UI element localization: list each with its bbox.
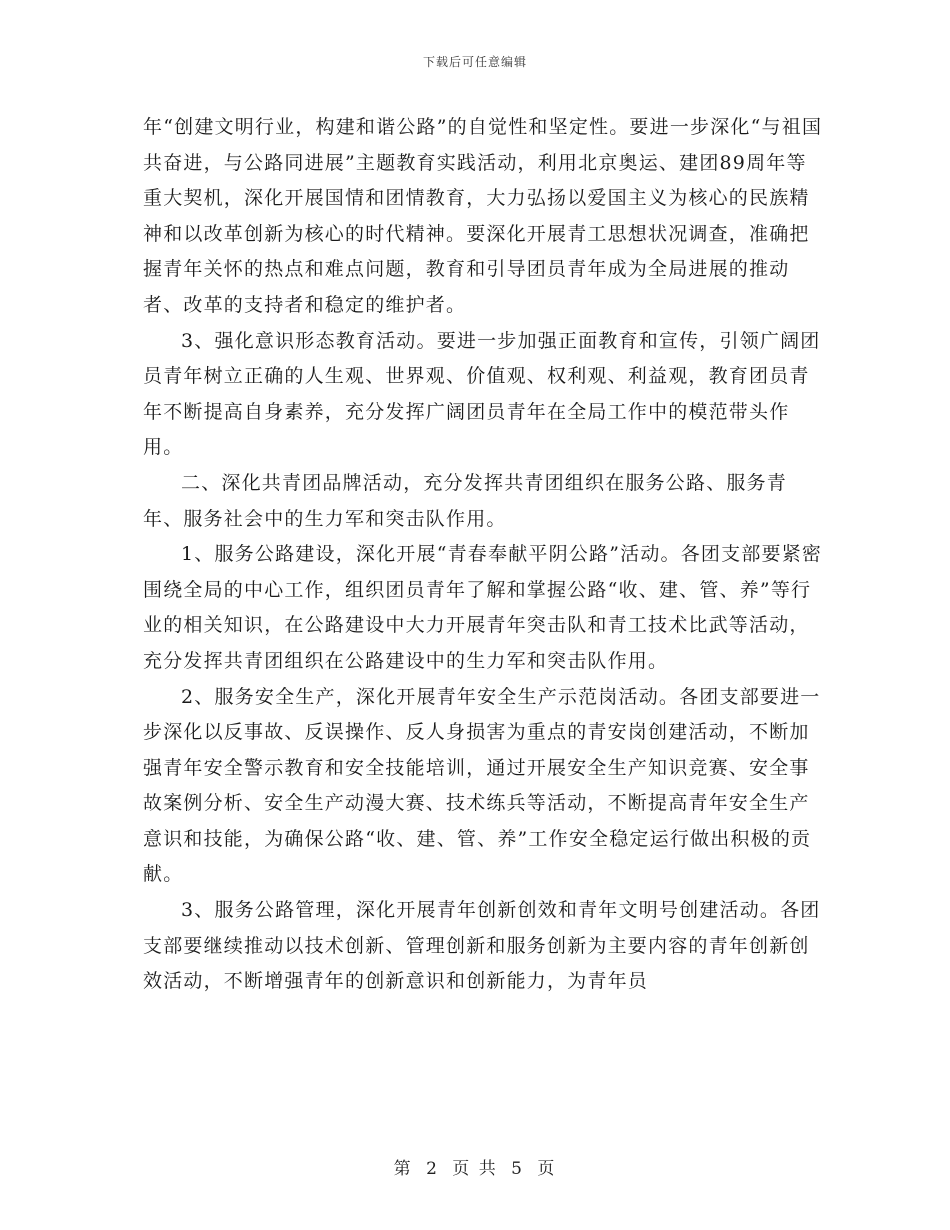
paragraph-item-3-road-management: 3、服务公路管理，深化开展青年创新创效和青年文明号创建活动。各团支部要继续推动以技术创新、管理创新和服务创新为主要内容的青年创新创效活动，不断增强青年的创新意识和创新能力，为青年员 [143, 899, 821, 993]
footer-prefix: 第 [393, 1159, 413, 1179]
paragraph-section-2-heading: 二、深化共青团品牌活动，充分发挥共青团组织在服务公路、服务青年、服务社会中的生力军和突击队作用。 [143, 471, 788, 530]
footer-current-page: 2 [426, 1159, 439, 1179]
footer-middle: 页 共 [452, 1159, 498, 1179]
page-header-note: 下载后可任意编辑 [422, 55, 527, 69]
paragraph-continuation: 年“创建文明行业，构建和谐公路”的自觉性和坚定性。要进一步深化“与祖国共奋进，与公路同进展”主题教育实践活动，利用北京奥运、建团89周年等重大契机，深化开展国情和团情教育，大力弘扬以爱国主义为核心的民族精神和以改革创新为核心的时代精神。要深化开展青工思想状况调查，准确把握青年关怀的热点和难点问题，教育和引导团员青年成为全局进展的推动者、改革的支持者和稳定的维护者。 [143, 116, 823, 316]
footer-suffix: 页 [537, 1159, 557, 1179]
page-footer [0, 1154, 950, 1179]
footer-total-pages: 5 [511, 1159, 524, 1179]
paragraph-item-3-ideology: 3、强化意识形态教育活动。要进一步加强正面教育和宣传，引领广阔团员青年树立正确的人生观、世界观、价值观、权利观、利益观，教育团员青年不断提高自身素养，充分发挥广阔团员青年在全局工作中的模范带头作用。 [143, 329, 821, 459]
paragraph-item-1-road-construction: 1、服务公路建设，深化开展“青春奉献平阴公路”活动。各团支部要紧密围绕全局的中心工作，组织团员青年了解和掌握公路“收、建、管、养”等行业的相关知识，在公路建设中大力开展青年突击队和青工技术比武等活动，充分发挥共青团组织在公路建设中的生力军和突击队作用。 [143, 543, 823, 672]
paragraph-item-2-safety-production: 2、服务安全生产，深化开展青年安全生产示范岗活动。各团支部要进一步深化以反事故、反误操作、反人身损害为重点的青安岗创建活动，不断加强青年安全警示教育和安全技能培训，通过开展安全生产知识竞赛、安全事故案例分析、安全生产动漫大赛、技术练兵等活动，不断提高青年安全生产意识和技能，为确保公路“收、建、管、养”工作安全稳定运行做出积极的贡献。 [143, 685, 821, 886]
document-body [143, 110, 823, 1000]
